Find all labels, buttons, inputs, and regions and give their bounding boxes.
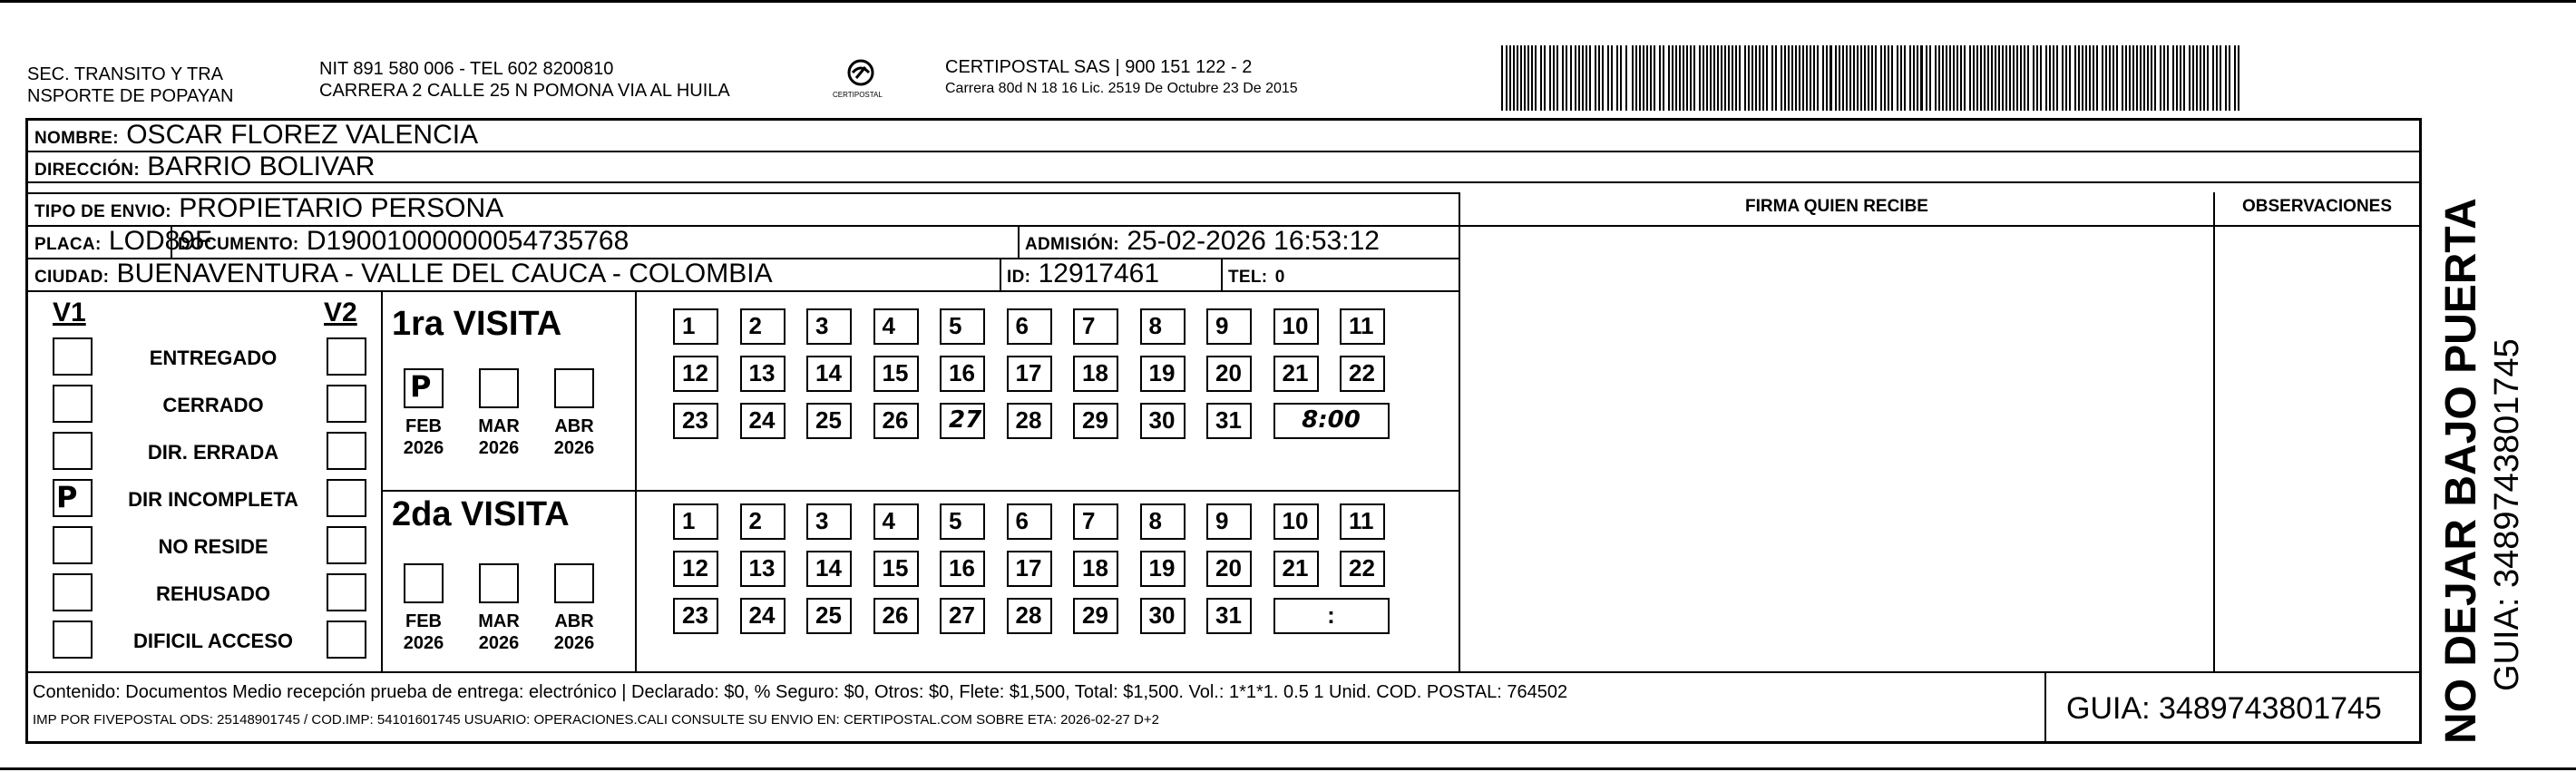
second-visit-day-box[interactable]: 1 xyxy=(673,503,718,540)
second-visit-month-checkbox[interactable] xyxy=(554,563,594,603)
status-label: REHUSADO xyxy=(156,582,270,605)
address-value: BARRIO BOLIVAR xyxy=(147,151,376,181)
signature-header: FIRMA QUIEN RECIBE xyxy=(1745,197,1928,216)
first-visit-day-box[interactable]: 17 xyxy=(1007,356,1052,392)
v1-status-checkbox[interactable] xyxy=(53,573,93,611)
v2-status-checkbox[interactable] xyxy=(327,573,366,611)
second-visit-month-checkbox[interactable] xyxy=(479,563,519,603)
second-visit-day-box[interactable]: 27 xyxy=(940,598,985,634)
tel-value: 0 xyxy=(1274,268,1285,287)
v1-status-checkbox[interactable] xyxy=(53,337,93,376)
first-visit-day-box[interactable]: 5 xyxy=(940,308,985,345)
id-value: 12917461 xyxy=(1038,259,1160,288)
v2-status-checkbox[interactable] xyxy=(327,621,366,659)
month-name: MAR xyxy=(478,416,520,436)
plate-value: LOD89F xyxy=(108,226,212,256)
admission-label: ADMISIÓN: xyxy=(1025,235,1120,254)
barcode-icon xyxy=(1501,45,2245,111)
frame-bottom xyxy=(25,741,2422,744)
first-visit-day-box[interactable]: 24 xyxy=(740,403,785,439)
month-year: 2026 xyxy=(403,438,444,458)
content-line: Contenido: Documentos Medio recepción prueba de entrega: electrónico | Declarado: $0, % Seguro: $0, Otros: $0, Flete: $1,500, Total: $1,500. Vol.: 1*1*1. 0.5 1 Unid. COD. POSTAL: 764502 xyxy=(33,682,1568,702)
first-visit-day-box[interactable]: 18 xyxy=(1073,356,1118,392)
second-visit-day-box[interactable]: 3 xyxy=(806,503,852,540)
second-visit-day-box[interactable]: 20 xyxy=(1206,551,1252,587)
nit-line: NIT 891 580 006 - TEL 602 8200810 xyxy=(319,59,614,79)
first-visit-title: 1ra VISITA xyxy=(392,305,562,343)
admission-value: 25-02-2026 16:53:12 xyxy=(1127,226,1380,256)
v2-header: V2 xyxy=(324,298,357,327)
footer-top-line xyxy=(25,671,2422,673)
second-visit-day-box[interactable]: 14 xyxy=(806,551,852,587)
month-name: FEB xyxy=(405,416,442,436)
city-field xyxy=(27,259,773,293)
first-visit-day-box[interactable]: 13 xyxy=(740,356,785,392)
imp-line: IMP POR FIVEPOSTAL ODS: 25148901745 / COD.IMP: 54101601745 USUARIO: OPERACIONES.CALI CONSULTE SU ENVIO EN: CERTIPOSTAL.COM SOBRE ETA: 2026-02-27 D+2 xyxy=(33,712,1159,728)
frame-right xyxy=(2419,118,2422,743)
visits-divider xyxy=(381,490,1460,492)
bottom-page-rule xyxy=(0,767,2576,770)
second-visit-day-box[interactable]: 8 xyxy=(1140,503,1186,540)
signature-left-divider xyxy=(1459,192,1460,673)
month-name: MAR xyxy=(478,611,520,631)
first-visit-day-box[interactable]: 6 xyxy=(1007,308,1052,345)
first-visit-day-box[interactable]: 11 xyxy=(1340,308,1385,345)
v1-status-checkbox[interactable] xyxy=(53,432,93,470)
tel-label: TEL: xyxy=(1228,268,1268,287)
id-label: ID: xyxy=(1007,268,1031,287)
first-visit-day-box[interactable]: 2 xyxy=(740,308,785,345)
first-visit-day-box[interactable]: 21 xyxy=(1273,356,1319,392)
status-label: ENTREGADO xyxy=(149,347,278,369)
first-visit-month-checkbox[interactable] xyxy=(479,368,519,408)
status-label: DIFICIL ACCESO xyxy=(132,630,293,652)
admission-field xyxy=(1018,226,1380,260)
status-label: NO RESIDE xyxy=(158,535,268,558)
v1-status-checkbox[interactable] xyxy=(53,385,93,423)
second-visit-day-box[interactable]: 2 xyxy=(740,503,785,540)
sender-line-2: NSPORTE DE POPAYAN xyxy=(27,86,234,106)
side-guide-number: GUIA: 3489743801745 xyxy=(2488,338,2526,691)
second-visit-day-box[interactable]: 25 xyxy=(806,598,852,634)
sender-contact xyxy=(319,58,730,102)
status-divider xyxy=(381,292,383,673)
first-visit-day-box[interactable]: 31 xyxy=(1206,403,1252,439)
second-visit-day-box[interactable]: 15 xyxy=(873,551,919,587)
first-visit-month-checkbox[interactable] xyxy=(554,368,594,408)
city-label: CIUDAD: xyxy=(34,268,110,287)
first-visit-day-box[interactable]: 23 xyxy=(673,403,718,439)
months-divider xyxy=(635,292,637,673)
first-visit-day-box[interactable]: 16 xyxy=(940,356,985,392)
v2-status-checkbox[interactable] xyxy=(327,526,366,564)
no-leave-under-door-warning: NO DEJAR BAJO PUERTA xyxy=(2437,198,2485,744)
sender-name xyxy=(27,64,233,107)
document-label: DOCUMENTO: xyxy=(178,235,299,254)
first-visit-day-box[interactable]: 10 xyxy=(1273,308,1319,345)
v2-status-checkbox[interactable] xyxy=(327,479,366,517)
second-visit-day-box[interactable]: 29 xyxy=(1073,598,1118,634)
second-visit-day-box[interactable]: 4 xyxy=(873,503,919,540)
city-value: BUENAVENTURA - VALLE DEL CAUCA - COLOMBIA xyxy=(116,259,773,288)
month-name: FEB xyxy=(405,611,442,631)
first-visit-day-box[interactable]: 7 xyxy=(1073,308,1118,345)
month-label xyxy=(542,611,606,654)
first-visit-day-box[interactable]: 3 xyxy=(806,308,852,345)
first-visit-day-box[interactable]: 14 xyxy=(806,356,852,392)
id-field xyxy=(1000,259,1159,293)
sender-line-1: SEC. TRANSITO Y TRA xyxy=(27,64,223,84)
month-name: ABR xyxy=(554,611,594,631)
v1-status-checkbox[interactable] xyxy=(53,526,93,564)
first-visit-day-box[interactable]: 1 xyxy=(673,308,718,345)
guide-box-number: GUIA: 3489743801745 xyxy=(2066,691,2382,726)
month-label xyxy=(392,611,455,654)
second-visit-day-box[interactable]: 26 xyxy=(873,598,919,634)
logo-caption: CERTIPOSTAL xyxy=(833,91,883,99)
name-value: OSCAR FLOREZ VALENCIA xyxy=(126,120,479,150)
v2-status-checkbox[interactable] xyxy=(327,337,366,376)
barcode xyxy=(1501,45,2245,111)
plate-label: PLACA: xyxy=(34,235,102,254)
month-year: 2026 xyxy=(553,438,595,458)
month-label xyxy=(467,611,531,654)
second-visit-day-box[interactable]: 12 xyxy=(673,551,718,587)
status-label: DIR. ERRADA xyxy=(147,441,279,464)
second-visit-day-box[interactable]: 11 xyxy=(1340,503,1385,540)
month-year: 2026 xyxy=(403,633,444,653)
second-visit-day-box[interactable]: 28 xyxy=(1007,598,1052,634)
address-field xyxy=(27,151,375,186)
first-visit-day-box[interactable]: 19 xyxy=(1140,356,1186,392)
second-visit-day-box[interactable]: 19 xyxy=(1140,551,1186,587)
observations-left-divider xyxy=(2213,192,2215,673)
first-visit-day-box[interactable]: 29 xyxy=(1073,403,1118,439)
first-visit-day-box[interactable]: 8 xyxy=(1140,308,1186,345)
month-label xyxy=(467,415,531,459)
document-value: D19001000000054735768 xyxy=(306,226,629,256)
name-field xyxy=(27,120,478,154)
v1-handwritten-mark: P xyxy=(56,480,78,514)
company-info xyxy=(945,56,1298,100)
second-visit-day-box[interactable]: 24 xyxy=(740,598,785,634)
observations-header: OBSERVACIONES xyxy=(2241,197,2393,216)
first-visit-day-box[interactable]: 28 xyxy=(1007,403,1052,439)
status-label: CERRADO xyxy=(162,394,264,416)
second-visit-day-box[interactable]: 17 xyxy=(1007,551,1052,587)
logo-icon xyxy=(834,54,887,107)
second-visit-title: 2da VISITA xyxy=(392,495,570,533)
second-visit-day-box[interactable]: 13 xyxy=(740,551,785,587)
first-visit-month-mark: P xyxy=(410,369,432,404)
v2-status-checkbox[interactable] xyxy=(327,385,366,423)
second-visit-day-box[interactable]: 5 xyxy=(940,503,985,540)
second-visit-day-box[interactable]: 7 xyxy=(1073,503,1118,540)
second-visit-day-box[interactable]: 31 xyxy=(1206,598,1252,634)
first-visit-day-box[interactable]: 30 xyxy=(1140,403,1186,439)
month-name: ABR xyxy=(554,416,594,436)
second-visit-day-box[interactable]: 22 xyxy=(1340,551,1385,587)
second-visit-day-box[interactable]: 18 xyxy=(1073,551,1118,587)
first-visit-day-box[interactable]: 15 xyxy=(873,356,919,392)
second-visit-day-box[interactable]: 6 xyxy=(1007,503,1052,540)
second-visit-time-box[interactable]: : xyxy=(1273,598,1390,634)
month-year: 2026 xyxy=(478,633,520,653)
v2-status-checkbox[interactable] xyxy=(327,432,366,470)
address-label: DIRECCIÓN: xyxy=(34,161,140,180)
second-visit-month-checkbox[interactable] xyxy=(404,563,444,603)
first-visit-day-box[interactable]: 25 xyxy=(806,403,852,439)
send-type-field xyxy=(27,193,503,228)
status-label: DIR INCOMPLETA xyxy=(128,488,298,511)
send-type-value: PROPIETARIO PERSONA xyxy=(179,193,504,223)
first-visit-day-box[interactable]: 12 xyxy=(673,356,718,392)
top-page-rule xyxy=(0,0,2576,3)
send-type-label: TIPO DE ENVIO: xyxy=(34,202,171,221)
month-year: 2026 xyxy=(478,438,520,458)
guide-box-divider xyxy=(2044,673,2046,743)
first-visit-day-box[interactable]: 22 xyxy=(1340,356,1385,392)
document-field xyxy=(171,226,629,260)
second-visit-day-box[interactable]: 9 xyxy=(1206,503,1252,540)
row-line xyxy=(25,181,2422,183)
first-visit-time-box[interactable]: 8:00 xyxy=(1273,403,1390,439)
v1-header: V1 xyxy=(53,298,86,327)
company-line: CERTIPOSTAL SAS | 900 151 122 - 2 xyxy=(945,57,1253,77)
month-label xyxy=(392,415,455,459)
month-label xyxy=(542,415,606,459)
first-visit-day-box[interactable]: 26 xyxy=(873,403,919,439)
second-visit-day-box[interactable]: 10 xyxy=(1273,503,1319,540)
certipostal-logo xyxy=(834,54,887,107)
name-label: NOMBRE: xyxy=(34,129,119,148)
address-line: CARRERA 2 CALLE 25 N POMONA VIA AL HUILA xyxy=(319,81,730,101)
first-visit-day-box[interactable]: 4 xyxy=(873,308,919,345)
second-visit-day-box[interactable]: 16 xyxy=(940,551,985,587)
first-visit-day-box[interactable]: 20 xyxy=(1206,356,1252,392)
license-line: Carrera 80d N 18 16 Lic. 2519 De Octubre 23 De 2015 xyxy=(945,81,1298,96)
tel-field xyxy=(1221,259,1285,293)
second-visit-day-box[interactable]: 30 xyxy=(1140,598,1186,634)
first-visit-day-box[interactable]: 27 xyxy=(940,403,985,439)
first-visit-day-box[interactable]: 9 xyxy=(1206,308,1252,345)
month-year: 2026 xyxy=(553,633,595,653)
v1-status-checkbox[interactable] xyxy=(53,621,93,659)
second-visit-day-box[interactable]: 23 xyxy=(673,598,718,634)
second-visit-day-box[interactable]: 21 xyxy=(1273,551,1319,587)
